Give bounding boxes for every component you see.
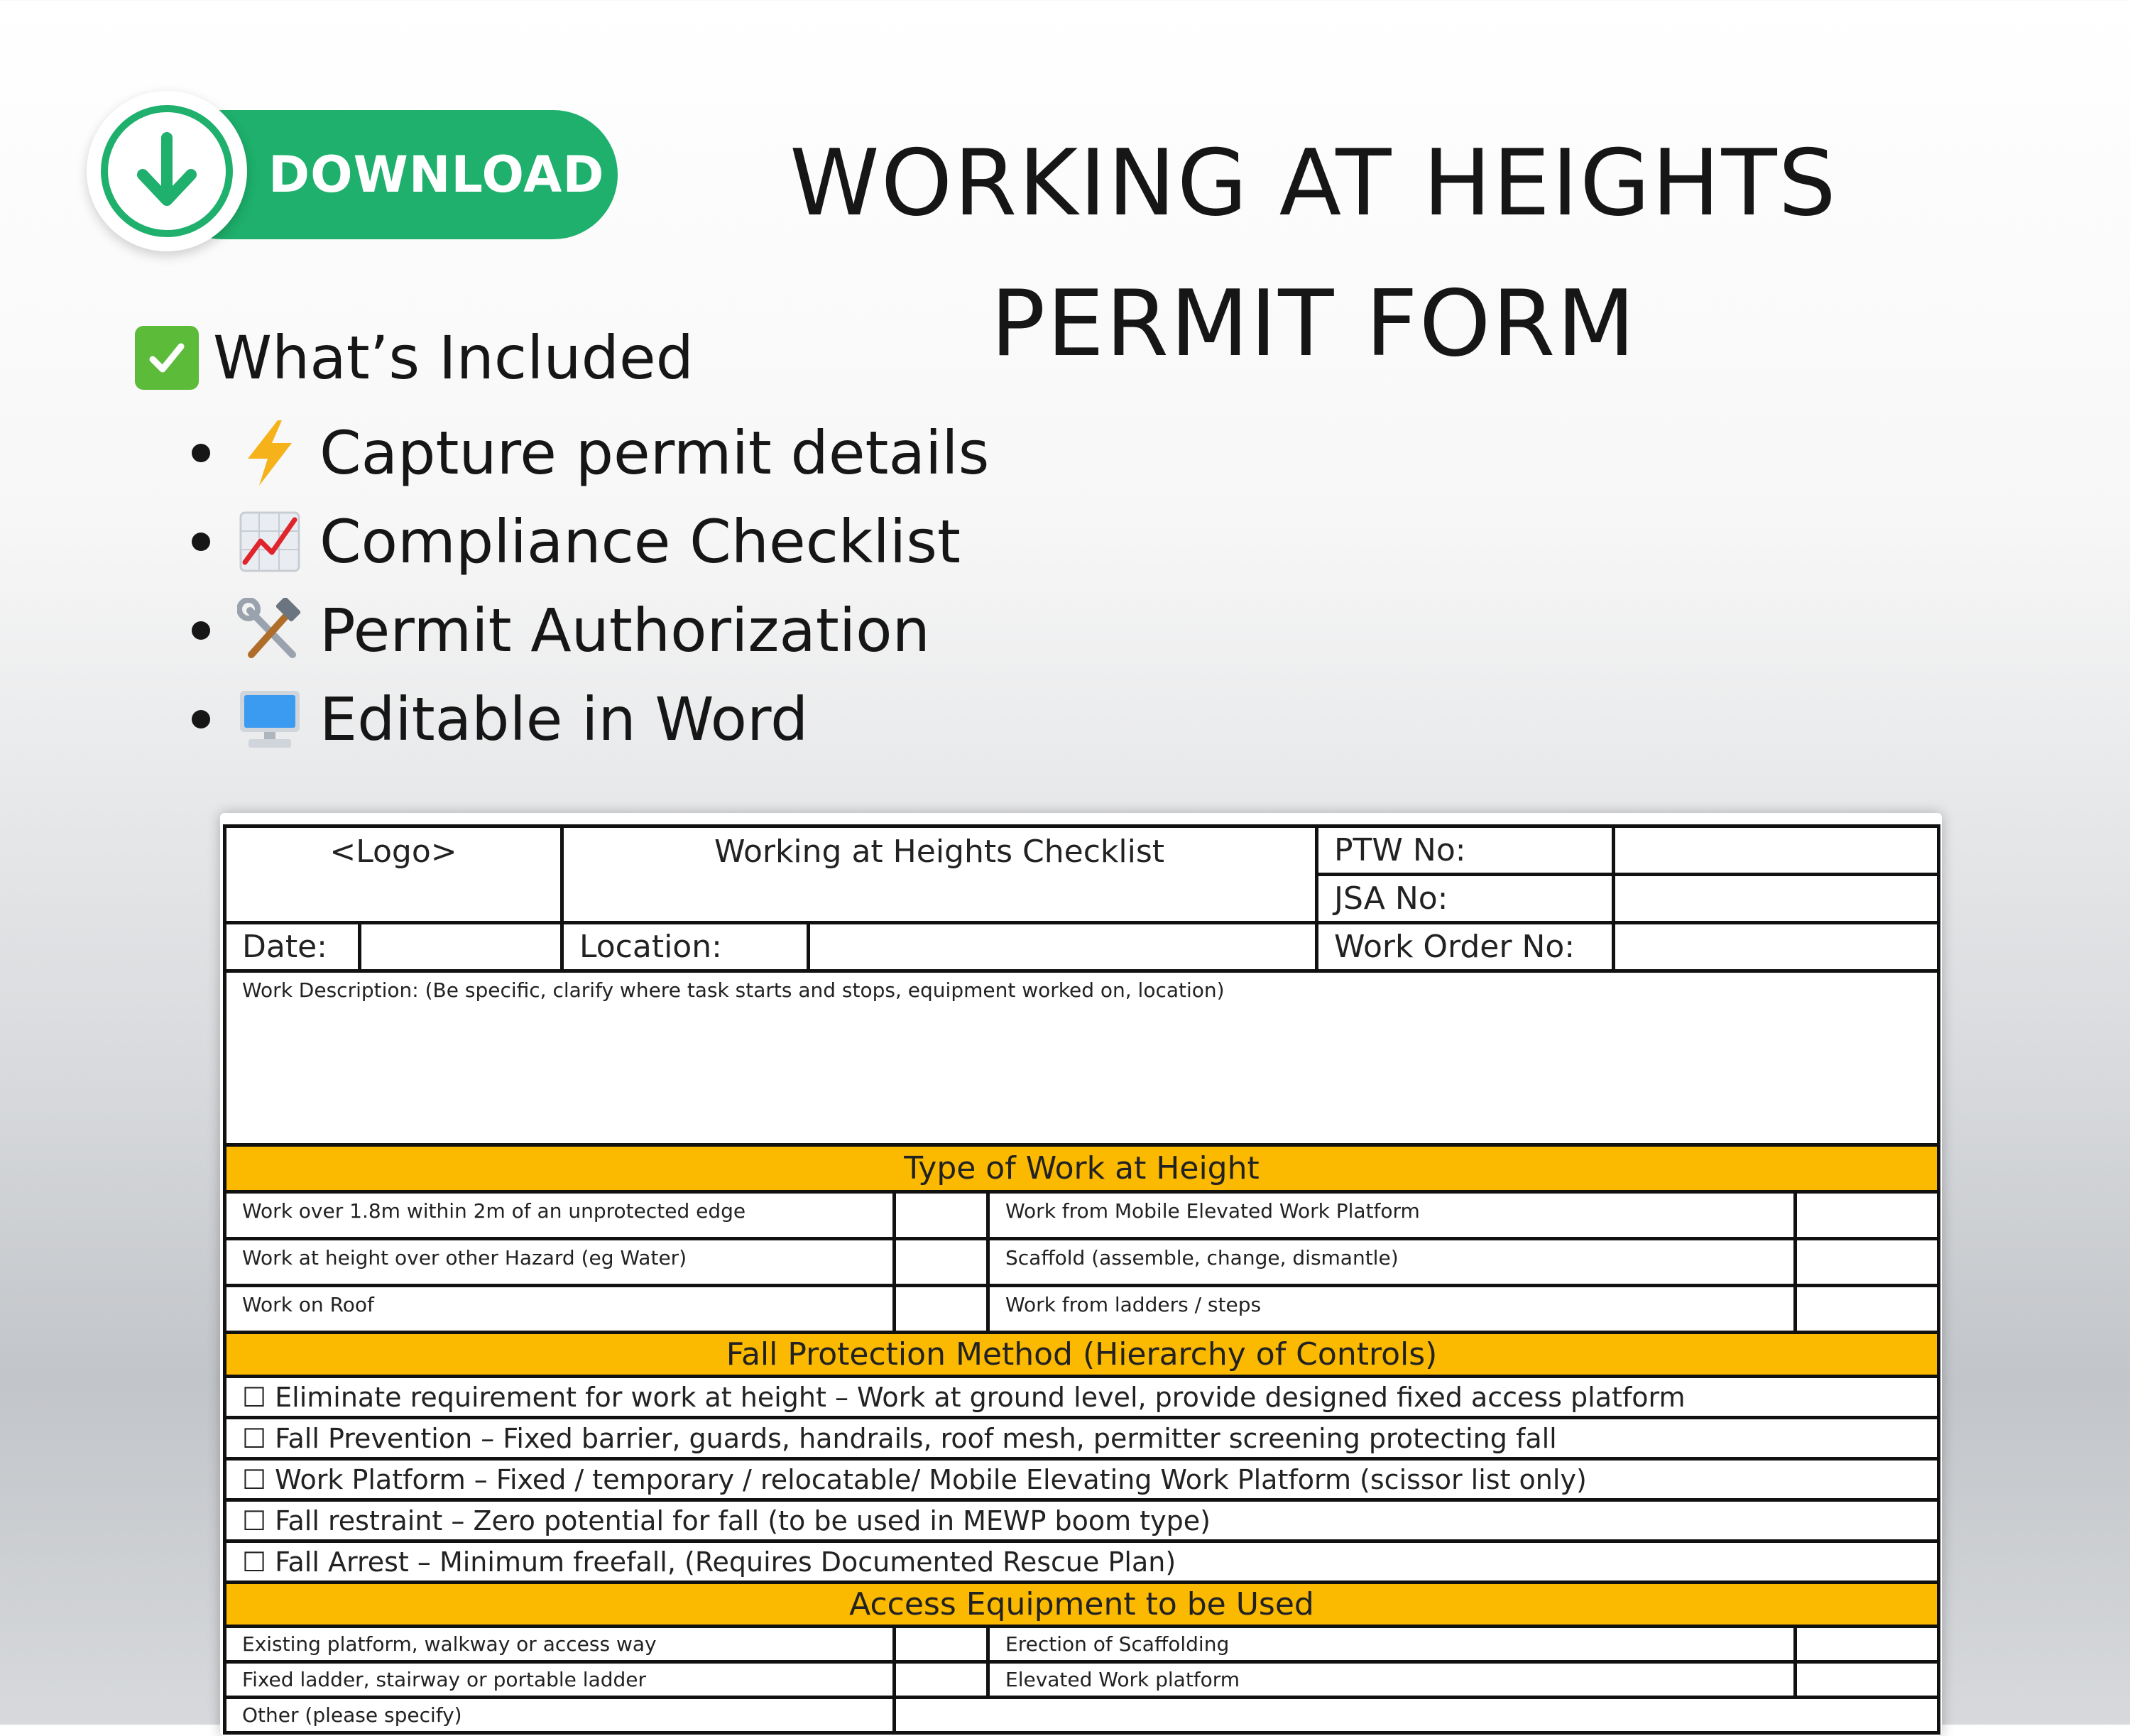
title-line-1: WORKING AT HEIGHTS: [790, 131, 1837, 236]
download-circle[interactable]: [87, 91, 247, 251]
download-button[interactable]: [87, 91, 619, 251]
feature-list: [192, 408, 989, 763]
type-row-checkbox[interactable]: [895, 1286, 988, 1333]
feature-text: Permit Authorization: [320, 595, 930, 665]
list-item: [192, 497, 989, 586]
type-row-checkbox[interactable]: [1796, 1286, 1939, 1333]
page-title: [753, 114, 1874, 395]
bullet: [192, 444, 210, 462]
access-row-right: Erection of Scaffolding: [988, 1627, 1796, 1662]
fall-option-prevention[interactable]: ☐ Fall Prevention – Fixed barrier, guards, handrails, roof mesh, permitter screening protecting fall: [225, 1418, 1939, 1459]
ptw-field[interactable]: [1614, 826, 1939, 875]
location-label: Location:: [562, 923, 809, 971]
type-row-right: Scaffold (assemble, change, dismantle): [988, 1239, 1796, 1286]
included-heading-text: What’s Included: [213, 323, 694, 393]
download-arrow-icon: [133, 132, 201, 210]
ptw-label: PTW No:: [1317, 826, 1614, 875]
location-field[interactable]: [809, 923, 1317, 971]
bullet: [192, 621, 210, 640]
type-row-checkbox[interactable]: [895, 1239, 988, 1286]
type-row-right: Work from ladders / steps: [988, 1286, 1796, 1333]
access-other-field[interactable]: [895, 1698, 1939, 1733]
included-heading: [135, 323, 694, 393]
bullet: [192, 710, 210, 728]
work-order-label: Work Order No:: [1317, 923, 1614, 971]
access-row-left: Fixed ladder, stairway or portable ladder: [225, 1662, 895, 1698]
type-row-right: Work from Mobile Elevated Work Platform: [988, 1192, 1796, 1239]
chart-increasing-icon: [236, 508, 304, 576]
feature-text: Editable in Word: [320, 684, 809, 754]
type-row-checkbox[interactable]: [1796, 1239, 1939, 1286]
jsa-label: JSA No:: [1317, 875, 1614, 923]
access-other-label: Other (please specify): [225, 1698, 895, 1733]
list-item: [192, 586, 989, 675]
feature-text: Capture permit details: [320, 417, 990, 488]
work-order-field[interactable]: [1614, 923, 1939, 971]
type-row-left: Work on Roof: [225, 1286, 895, 1333]
fall-option-work-platform[interactable]: ☐ Work Platform – Fixed / temporary / relocatable/ Mobile Elevating Work Platform (scissor list only): [225, 1459, 1939, 1500]
type-row-checkbox[interactable]: [1796, 1192, 1939, 1239]
list-item: [192, 675, 989, 763]
list-item: [192, 408, 989, 497]
fall-option-restraint[interactable]: ☐ Fall restraint – Zero potential for fall (to be used in MEWP boom type): [225, 1500, 1939, 1541]
checklist-title: Working at Heights Checklist: [562, 826, 1317, 923]
logo-placeholder: <Logo>: [225, 826, 562, 923]
type-row-left: Work over 1.8m within 2m of an unprotected edge: [225, 1192, 895, 1239]
feature-text: Compliance Checklist: [320, 506, 961, 577]
access-row-right: Elevated Work platform: [988, 1662, 1796, 1698]
title-line-2: PERMIT FORM: [990, 271, 1637, 377]
access-row-checkbox[interactable]: [1796, 1662, 1939, 1698]
bullet: [192, 533, 210, 551]
hammer-wrench-icon: [236, 596, 304, 665]
type-of-work-heading: Type of Work at Height: [225, 1145, 1939, 1192]
computer-icon: [236, 685, 304, 753]
lightning-icon: [236, 419, 304, 487]
date-label: Date:: [225, 923, 360, 971]
fall-protection-heading: Fall Protection Method (Hierarchy of Controls): [225, 1333, 1939, 1377]
type-row-left: Work at height over other Hazard (eg Water): [225, 1239, 895, 1286]
date-field[interactable]: [360, 923, 562, 971]
fall-option-eliminate[interactable]: ☐ Eliminate requirement for work at height – Work at ground level, provide designed fixed access platform: [225, 1377, 1939, 1418]
jsa-field[interactable]: [1614, 875, 1939, 923]
type-row-checkbox[interactable]: [895, 1192, 988, 1239]
access-row-checkbox[interactable]: [895, 1662, 988, 1698]
access-row-left: Existing platform, walkway or access way: [225, 1627, 895, 1662]
permit-form-table: [223, 824, 1940, 1735]
check-mark-icon: [135, 326, 199, 390]
access-equipment-heading: Access Equipment to be Used: [225, 1583, 1939, 1627]
fall-option-arrest[interactable]: ☐ Fall Arrest – Minimum freefall, (Requires Documented Rescue Plan): [225, 1541, 1939, 1583]
work-description-field[interactable]: Work Description: (Be specific, clarify where task starts and stops, equipment worked on, location): [225, 971, 1939, 1145]
form-preview: [220, 813, 1942, 1736]
download-label: DOWNLOAD: [268, 146, 605, 204]
access-row-checkbox[interactable]: [895, 1627, 988, 1662]
access-row-checkbox[interactable]: [1796, 1627, 1939, 1662]
